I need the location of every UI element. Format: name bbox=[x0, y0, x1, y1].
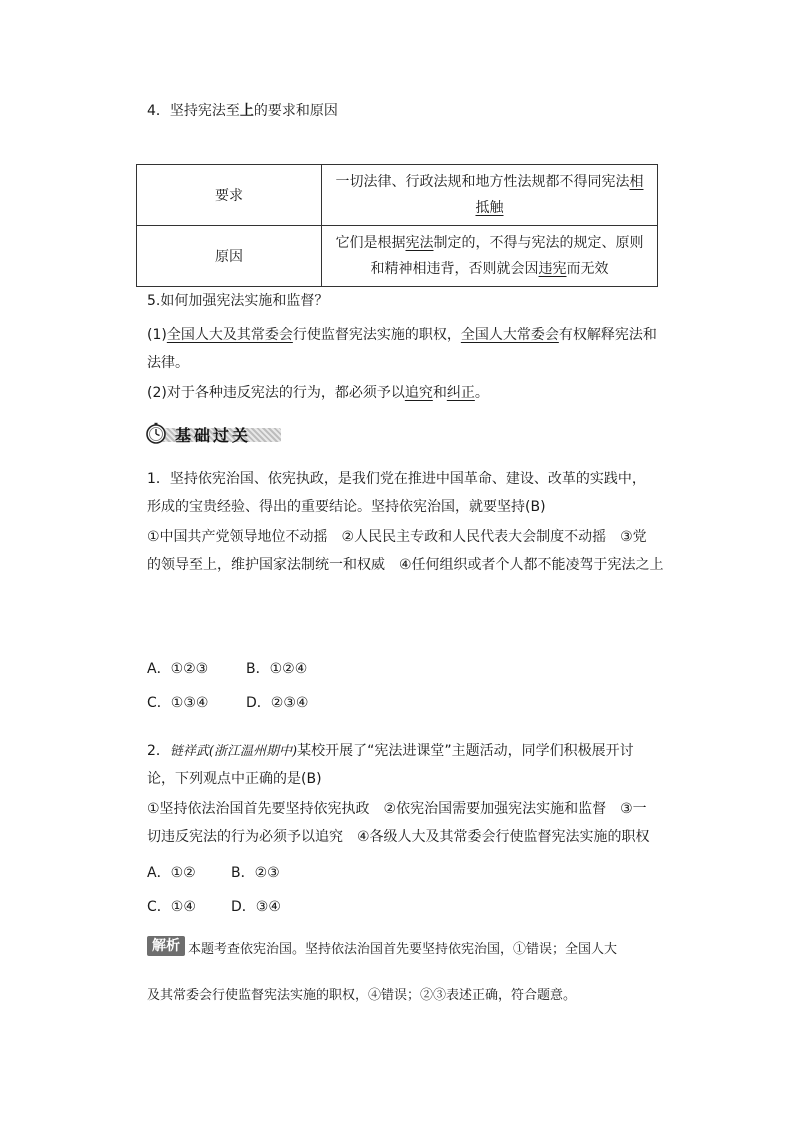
banner-title: 基础过关 bbox=[175, 426, 252, 445]
q2-stem-text: 某校开展了“宪法进课堂”主题活动，同学们积极展开讨 bbox=[297, 743, 634, 759]
q1-stem-line-1: 1．坚持依宪治国、依宪执政，是我们党在推进中国革命、建设、改革的实践中， bbox=[147, 471, 646, 487]
analysis-tag: 解析 bbox=[147, 936, 185, 956]
section-4-heading-pre: 4．坚持宪法至 bbox=[147, 103, 240, 119]
q2-number: 2． bbox=[147, 743, 170, 759]
p2-mid: 和 bbox=[432, 385, 447, 401]
p2-underlined-1: 追究 bbox=[404, 385, 433, 401]
analysis-line-2: 及其常委会行使监督宪法实施的职权，④错误；②③表述正确，符合题意。 bbox=[147, 988, 577, 1003]
q1-choice-a: A．①②③ bbox=[147, 661, 209, 677]
reason-line1-pre: 它们是根据 bbox=[335, 235, 406, 251]
q2-choice-c: C．①④ bbox=[147, 899, 196, 915]
p1-post: 有权解释宪法和 bbox=[558, 327, 657, 343]
q2-options-line-1: ①坚持依法治国首先要坚持依宪执政 ②依宪治国需要加强宪法实施和监督 ③一 bbox=[147, 801, 647, 817]
requirement-reason-table bbox=[136, 164, 658, 287]
table-value-reason bbox=[322, 226, 658, 287]
p1-underlined-2: 全国人大常委会 bbox=[460, 327, 559, 343]
p1-pre: (1) bbox=[147, 327, 167, 343]
q1-options-line-2: 的领导至上，维护国家法制统一和权威 ④任何组织或者个人都不能凌驾于宪法之上 bbox=[147, 557, 664, 573]
section-4-heading-post: 的要求和原因 bbox=[253, 103, 338, 119]
reason-line2-pre: 和精神相违背，否则就会因 bbox=[370, 261, 539, 277]
section-4-heading-bold: 上 bbox=[239, 103, 254, 119]
section-5-paragraph-1 bbox=[147, 324, 657, 344]
q2-options-line-2: 切违反宪法的行为必须予以追究 ④各级人大及其常委会行使监督宪法实施的职权 bbox=[147, 829, 650, 845]
section-5-heading: 5.如何加强宪法实施和监督？ bbox=[147, 293, 329, 309]
section-banner bbox=[145, 422, 281, 446]
p1-mid: 行使监督宪法实施的职权， bbox=[292, 327, 461, 343]
q2-choice-b: B．②③ bbox=[231, 865, 280, 881]
q1-choice-b: B．①②④ bbox=[246, 661, 308, 677]
req-line2-underlined: 抵触 bbox=[475, 200, 504, 216]
p2-pre: (2)对于各种违反宪法的行为，都必须予以 bbox=[147, 385, 405, 401]
q1-stem-line-2: 形成的宝贵经验、得出的重要结论。坚持依宪治国，就要坚持(B) bbox=[147, 499, 546, 515]
section-5-paragraph-2 bbox=[147, 382, 489, 402]
q2-stem-line-2: 论，下列观点中正确的是(B) bbox=[147, 771, 322, 787]
section-4-heading bbox=[147, 100, 338, 120]
req-line1-pre: 一切法律、行政法规和地方性法规都不得同宪法 bbox=[335, 174, 630, 190]
q1-choice-d: D．②③④ bbox=[246, 695, 309, 711]
q2-choice-a: A．①② bbox=[147, 865, 196, 881]
table-row bbox=[137, 226, 658, 287]
req-line1-underlined: 相 bbox=[629, 174, 644, 190]
reason-line2-post: 而无效 bbox=[566, 261, 609, 277]
q2-source-tag: 链祥武(浙江温州期中) bbox=[169, 744, 298, 759]
section-5-paragraph-1-line-2: 法律。 bbox=[147, 355, 189, 371]
q2-stem-line-1 bbox=[147, 740, 634, 760]
table-key-reason: 原因 bbox=[137, 226, 322, 287]
p1-underlined-1: 全国人大及其常委会 bbox=[166, 327, 293, 343]
q1-choice-c: C．①③④ bbox=[147, 695, 209, 711]
stopwatch-icon bbox=[145, 422, 167, 444]
p2-underlined-2: 纠正 bbox=[446, 385, 475, 401]
reason-line1-post: 制定的，不得与宪法的规定、原则 bbox=[433, 235, 644, 251]
reason-line2-underlined: 违宪 bbox=[538, 261, 567, 277]
reason-line1-underlined: 宪法 bbox=[405, 235, 434, 251]
analysis-line-1: 本题考查依宪治国。坚持依法治国首先要坚持依宪治国，①错误；全国人大 bbox=[188, 942, 618, 957]
p2-post: 。 bbox=[474, 385, 489, 401]
table-row bbox=[137, 165, 658, 226]
q2-choice-d: D．③④ bbox=[231, 899, 281, 915]
table-value-requirement bbox=[322, 165, 658, 226]
table-key-requirement: 要求 bbox=[137, 165, 322, 226]
q1-options-line-1: ①中国共产党领导地位不动摇 ②人民民主专政和人民代表大会制度不动摇 ③党 bbox=[147, 529, 647, 545]
